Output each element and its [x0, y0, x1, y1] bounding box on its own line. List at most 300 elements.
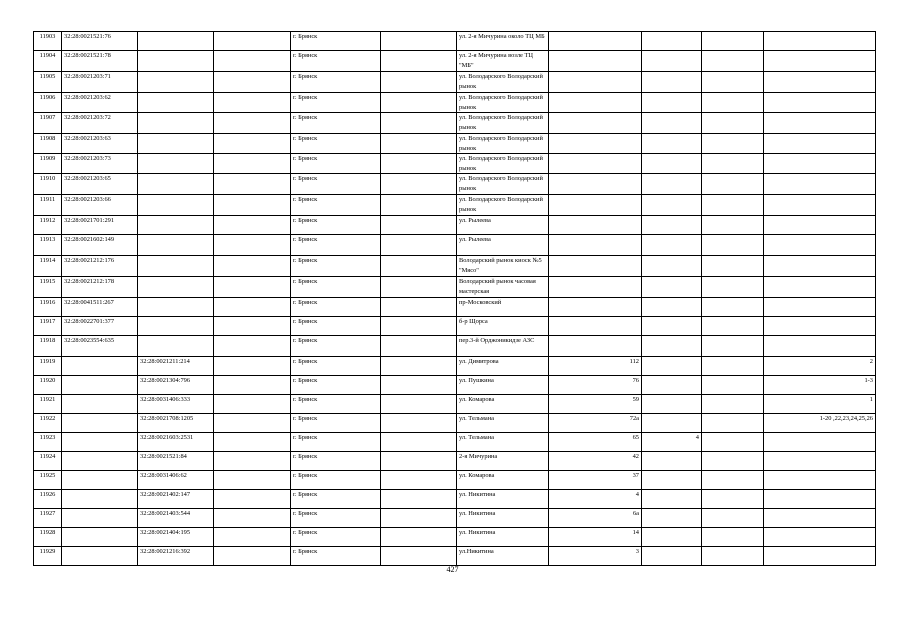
table-row	[34, 452, 876, 471]
cadastral-number-2-cell: 32:28:0021708:1205	[138, 414, 214, 433]
row-number-cell: 11923	[34, 433, 62, 452]
cadastral-number-cell: 32:28:0041511:267	[62, 298, 138, 317]
empty-cell	[702, 256, 764, 277]
table-row	[34, 471, 876, 490]
empty-cell	[702, 51, 764, 72]
cadastral-number-cell: 32:28:0022701:377	[62, 317, 138, 336]
cadastral-number-cell	[62, 433, 138, 452]
row-number-cell: 11908	[34, 134, 62, 154]
row-number-cell: 11920	[34, 376, 62, 395]
empty-cell	[702, 32, 764, 51]
empty-cell	[381, 471, 457, 490]
row-number-cell: 11929	[34, 547, 62, 566]
apartment-cell	[764, 72, 876, 93]
building-cell	[642, 235, 702, 256]
cadastral-number-cell: 32:28:0021203:62	[62, 93, 138, 113]
cadastral-number-cell	[62, 471, 138, 490]
cadastral-number-2-cell	[138, 51, 214, 72]
table-row	[34, 277, 876, 298]
apartment-cell	[764, 134, 876, 154]
cadastral-number-cell: 32:28:0021602:149	[62, 235, 138, 256]
empty-cell	[381, 72, 457, 93]
row-number-cell: 11927	[34, 509, 62, 528]
cadastral-number-2-cell	[138, 93, 214, 113]
apartment-cell	[764, 195, 876, 216]
table-row	[34, 509, 876, 528]
empty-cell	[214, 317, 291, 336]
address-cell: ул. Пушкина	[457, 376, 549, 395]
house-number-cell: 37	[549, 471, 642, 490]
address-cell: ул. Комарова	[457, 395, 549, 414]
cadastral-number-cell	[62, 547, 138, 566]
empty-cell	[381, 216, 457, 235]
building-cell	[642, 134, 702, 154]
empty-cell	[381, 336, 457, 357]
row-number-cell: 11912	[34, 216, 62, 235]
city-cell: г. Брянск	[291, 216, 381, 235]
cadastral-number-2-cell	[138, 134, 214, 154]
house-number-cell	[549, 93, 642, 113]
building-cell	[642, 414, 702, 433]
empty-cell	[702, 471, 764, 490]
city-cell: г. Брянск	[291, 547, 381, 566]
row-number-cell: 11903	[34, 32, 62, 51]
address-cell: ул. Володарского Володарский рынок	[457, 195, 549, 216]
house-number-cell	[549, 317, 642, 336]
address-cell: ул. Володарского Володарский рынок	[457, 154, 549, 174]
empty-cell	[214, 433, 291, 452]
city-cell: г. Брянск	[291, 298, 381, 317]
empty-cell	[214, 154, 291, 174]
empty-cell	[702, 336, 764, 357]
house-number-cell: 76	[549, 376, 642, 395]
empty-cell	[214, 528, 291, 547]
cadastral-number-2-cell	[138, 336, 214, 357]
address-cell: ул. Тельмана	[457, 414, 549, 433]
apartment-cell	[764, 547, 876, 566]
building-cell	[642, 72, 702, 93]
cadastral-number-2-cell: 32:28:0021216:392	[138, 547, 214, 566]
empty-cell	[702, 235, 764, 256]
building-cell	[642, 376, 702, 395]
empty-cell	[381, 235, 457, 256]
address-cell: 2-я Мичурина	[457, 452, 549, 471]
address-cell: ул. Володарского Володарский рынок	[457, 113, 549, 134]
row-number-cell: 11922	[34, 414, 62, 433]
empty-cell	[381, 298, 457, 317]
table-row	[34, 72, 876, 93]
row-number-cell: 11913	[34, 235, 62, 256]
house-number-cell: 59	[549, 395, 642, 414]
address-cell: ул. Никитина	[457, 509, 549, 528]
empty-cell	[214, 134, 291, 154]
apartment-cell	[764, 32, 876, 51]
apartment-cell	[764, 174, 876, 195]
city-cell: г. Брянск	[291, 528, 381, 547]
city-cell: г. Брянск	[291, 433, 381, 452]
empty-cell	[702, 93, 764, 113]
empty-cell	[214, 298, 291, 317]
cadastral-number-2-cell: 32:28:0021304:796	[138, 376, 214, 395]
empty-cell	[702, 195, 764, 216]
address-cell: ул. Володарского Володарский рынок	[457, 72, 549, 93]
city-cell: г. Брянск	[291, 72, 381, 93]
building-cell	[642, 93, 702, 113]
table-row	[34, 113, 876, 134]
empty-cell	[381, 433, 457, 452]
cadastral-number-2-cell	[138, 72, 214, 93]
cadastral-number-cell: 32:28:0021212:176	[62, 256, 138, 277]
building-cell	[642, 154, 702, 174]
house-number-cell	[549, 32, 642, 51]
house-number-cell	[549, 195, 642, 216]
cadastral-number-2-cell	[138, 298, 214, 317]
cadastral-number-cell: 32:28:0021212:178	[62, 277, 138, 298]
address-cell: ул. Комарова	[457, 471, 549, 490]
cadastral-number-cell: 32:28:0023554:635	[62, 336, 138, 357]
city-cell: г. Брянск	[291, 235, 381, 256]
apartment-cell	[764, 509, 876, 528]
row-number-cell: 11904	[34, 51, 62, 72]
row-number-cell: 11905	[34, 72, 62, 93]
empty-cell	[702, 357, 764, 376]
empty-cell	[381, 509, 457, 528]
registry-table	[33, 31, 876, 566]
row-number-cell: 11916	[34, 298, 62, 317]
apartment-cell	[764, 235, 876, 256]
empty-cell	[214, 174, 291, 195]
apartment-cell	[764, 433, 876, 452]
building-cell	[642, 490, 702, 509]
page-number: 427	[446, 565, 459, 574]
city-cell: г. Брянск	[291, 414, 381, 433]
building-cell	[642, 256, 702, 277]
empty-cell	[702, 490, 764, 509]
house-number-cell	[549, 336, 642, 357]
house-number-cell: 42	[549, 452, 642, 471]
empty-cell	[381, 174, 457, 195]
apartment-cell	[764, 216, 876, 235]
city-cell: г. Брянск	[291, 376, 381, 395]
empty-cell	[214, 414, 291, 433]
table-row	[34, 357, 876, 376]
empty-cell	[381, 395, 457, 414]
row-number-cell: 11910	[34, 174, 62, 195]
building-cell	[642, 216, 702, 235]
cadastral-number-2-cell	[138, 174, 214, 195]
empty-cell	[381, 256, 457, 277]
table-body	[34, 32, 876, 566]
apartment-cell: 2	[764, 357, 876, 376]
city-cell: г. Брянск	[291, 134, 381, 154]
empty-cell	[381, 195, 457, 216]
empty-cell	[381, 113, 457, 134]
address-cell: пр-Московский	[457, 298, 549, 317]
empty-cell	[702, 134, 764, 154]
table-row	[34, 256, 876, 277]
empty-cell	[381, 51, 457, 72]
building-cell	[642, 195, 702, 216]
cadastral-number-2-cell: 32:28:0021521:84	[138, 452, 214, 471]
cadastral-number-2-cell	[138, 317, 214, 336]
address-cell: ул. Никитина	[457, 490, 549, 509]
apartment-cell	[764, 154, 876, 174]
empty-cell	[214, 509, 291, 528]
house-number-cell	[549, 174, 642, 195]
table-row	[34, 376, 876, 395]
building-cell	[642, 298, 702, 317]
city-cell: г. Брянск	[291, 452, 381, 471]
empty-cell	[381, 376, 457, 395]
address-cell: ул. 2-я Мичурина около ТЦ МБ	[457, 32, 549, 51]
cadastral-number-cell	[62, 509, 138, 528]
address-cell: ул.Никитина	[457, 547, 549, 566]
empty-cell	[702, 376, 764, 395]
address-cell: ул. Рылеева	[457, 235, 549, 256]
cadastral-number-2-cell: 32:28:0021402:147	[138, 490, 214, 509]
row-number-cell: 11918	[34, 336, 62, 357]
row-number-cell: 11911	[34, 195, 62, 216]
row-number-cell: 11909	[34, 154, 62, 174]
address-cell: ул. Димитрова	[457, 357, 549, 376]
empty-cell	[214, 72, 291, 93]
empty-cell	[381, 317, 457, 336]
empty-cell	[702, 317, 764, 336]
empty-cell	[702, 395, 764, 414]
cadastral-number-cell	[62, 357, 138, 376]
empty-cell	[214, 93, 291, 113]
building-cell	[642, 547, 702, 566]
empty-cell	[381, 490, 457, 509]
house-number-cell	[549, 72, 642, 93]
table-row	[34, 93, 876, 113]
house-number-cell: 72а	[549, 414, 642, 433]
city-cell: г. Брянск	[291, 195, 381, 216]
house-number-cell	[549, 256, 642, 277]
city-cell: г. Брянск	[291, 113, 381, 134]
apartment-cell	[764, 528, 876, 547]
cadastral-number-cell: 32:28:0021203:71	[62, 72, 138, 93]
cadastral-number-cell: 32:28:0021203:66	[62, 195, 138, 216]
row-number-cell: 11914	[34, 256, 62, 277]
address-cell: пер.3-й Орджоникидзе АЗС	[457, 336, 549, 357]
empty-cell	[702, 154, 764, 174]
cadastral-number-2-cell	[138, 154, 214, 174]
house-number-cell	[549, 298, 642, 317]
empty-cell	[381, 134, 457, 154]
cadastral-number-cell: 32:28:0021521:78	[62, 51, 138, 72]
empty-cell	[214, 113, 291, 134]
address-cell: ул. 2-я Мичурина возле ТЦ "МБ"	[457, 51, 549, 72]
table-row	[34, 134, 876, 154]
table-row	[34, 216, 876, 235]
table-row	[34, 547, 876, 566]
apartment-cell	[764, 256, 876, 277]
city-cell: г. Брянск	[291, 93, 381, 113]
cadastral-number-2-cell	[138, 235, 214, 256]
house-number-cell	[549, 277, 642, 298]
city-cell: г. Брянск	[291, 490, 381, 509]
building-cell	[642, 32, 702, 51]
empty-cell	[214, 235, 291, 256]
house-number-cell: 14	[549, 528, 642, 547]
table-row	[34, 298, 876, 317]
empty-cell	[381, 32, 457, 51]
empty-cell	[214, 336, 291, 357]
table-row	[34, 317, 876, 336]
apartment-cell	[764, 298, 876, 317]
table-row	[34, 433, 876, 452]
address-cell: ул. Тельмана	[457, 433, 549, 452]
cadastral-number-2-cell	[138, 277, 214, 298]
cadastral-number-2-cell: 32:28:0031406:333	[138, 395, 214, 414]
table-row	[34, 336, 876, 357]
apartment-cell	[764, 113, 876, 134]
row-number-cell: 11907	[34, 113, 62, 134]
cadastral-number-cell: 32:28:0021701:291	[62, 216, 138, 235]
empty-cell	[702, 528, 764, 547]
empty-cell	[381, 547, 457, 566]
city-cell: г. Брянск	[291, 277, 381, 298]
house-number-cell	[549, 154, 642, 174]
city-cell: г. Брянск	[291, 357, 381, 376]
apartment-cell	[764, 336, 876, 357]
empty-cell	[381, 357, 457, 376]
empty-cell	[381, 414, 457, 433]
table-row	[34, 528, 876, 547]
table-row	[34, 235, 876, 256]
empty-cell	[214, 547, 291, 566]
building-cell	[642, 452, 702, 471]
empty-cell	[381, 277, 457, 298]
house-number-cell	[549, 51, 642, 72]
empty-cell	[702, 174, 764, 195]
apartment-cell: 1-20 ,22,23,24,25,26	[764, 414, 876, 433]
apartment-cell	[764, 277, 876, 298]
house-number-cell: 6а	[549, 509, 642, 528]
house-number-cell: 112	[549, 357, 642, 376]
cadastral-number-2-cell	[138, 32, 214, 51]
city-cell: г. Брянск	[291, 174, 381, 195]
house-number-cell	[549, 134, 642, 154]
empty-cell	[702, 216, 764, 235]
cadastral-number-2-cell	[138, 195, 214, 216]
cadastral-number-cell	[62, 452, 138, 471]
address-cell: б-р Щорса	[457, 317, 549, 336]
city-cell: г. Брянск	[291, 471, 381, 490]
building-cell	[642, 509, 702, 528]
cadastral-number-cell	[62, 376, 138, 395]
row-number-cell: 11919	[34, 357, 62, 376]
apartment-cell	[764, 317, 876, 336]
cadastral-number-cell: 32:28:0021203:63	[62, 134, 138, 154]
empty-cell	[702, 113, 764, 134]
cadastral-number-2-cell	[138, 216, 214, 235]
empty-cell	[381, 154, 457, 174]
address-cell: Володарский рынок часовая мастерская	[457, 277, 549, 298]
address-cell: ул. Володарского Володарский рынок	[457, 134, 549, 154]
apartment-cell: 1	[764, 395, 876, 414]
row-number-cell: 11924	[34, 452, 62, 471]
building-cell	[642, 357, 702, 376]
row-number-cell: 11926	[34, 490, 62, 509]
table-row	[34, 174, 876, 195]
table-row	[34, 51, 876, 72]
empty-cell	[381, 93, 457, 113]
building-cell	[642, 471, 702, 490]
house-number-cell	[549, 113, 642, 134]
row-number-cell: 11917	[34, 317, 62, 336]
address-cell: ул. Володарского Володарский рынок	[457, 174, 549, 195]
building-cell	[642, 317, 702, 336]
cadastral-number-cell: 32:28:0021203:72	[62, 113, 138, 134]
cadastral-number-cell	[62, 414, 138, 433]
house-number-cell	[549, 235, 642, 256]
cadastral-number-2-cell	[138, 113, 214, 134]
empty-cell	[214, 471, 291, 490]
cadastral-number-2-cell	[138, 256, 214, 277]
apartment-cell	[764, 452, 876, 471]
table-row	[34, 154, 876, 174]
empty-cell	[702, 433, 764, 452]
building-cell	[642, 113, 702, 134]
cadastral-number-cell	[62, 395, 138, 414]
city-cell: г. Брянск	[291, 32, 381, 51]
city-cell: г. Брянск	[291, 154, 381, 174]
apartment-cell: 1-3	[764, 376, 876, 395]
cadastral-number-cell	[62, 490, 138, 509]
apartment-cell	[764, 51, 876, 72]
empty-cell	[214, 376, 291, 395]
empty-cell	[702, 414, 764, 433]
empty-cell	[214, 357, 291, 376]
empty-cell	[702, 509, 764, 528]
table-row	[34, 195, 876, 216]
city-cell: г. Брянск	[291, 317, 381, 336]
empty-cell	[214, 32, 291, 51]
empty-cell	[702, 547, 764, 566]
empty-cell	[214, 256, 291, 277]
empty-cell	[214, 490, 291, 509]
building-cell	[642, 51, 702, 72]
city-cell: г. Брянск	[291, 336, 381, 357]
house-number-cell: 4	[549, 490, 642, 509]
apartment-cell	[764, 471, 876, 490]
empty-cell	[214, 277, 291, 298]
row-number-cell: 11915	[34, 277, 62, 298]
house-number-cell: 65	[549, 433, 642, 452]
table-row	[34, 32, 876, 51]
row-number-cell: 11921	[34, 395, 62, 414]
house-number-cell: 3	[549, 547, 642, 566]
empty-cell	[214, 51, 291, 72]
cadastral-number-2-cell: 32:28:0031406:62	[138, 471, 214, 490]
city-cell: г. Брянск	[291, 395, 381, 414]
city-cell: г. Брянск	[291, 509, 381, 528]
address-cell: ул. Рылеева	[457, 216, 549, 235]
building-cell: 4	[642, 433, 702, 452]
address-cell: ул. Никитина	[457, 528, 549, 547]
row-number-cell: 11906	[34, 93, 62, 113]
row-number-cell: 11925	[34, 471, 62, 490]
address-cell: ул. Володарского Володарский рынок	[457, 93, 549, 113]
building-cell	[642, 277, 702, 298]
cadastral-number-cell	[62, 528, 138, 547]
cadastral-number-2-cell: 32:28:0021603:2531	[138, 433, 214, 452]
apartment-cell	[764, 490, 876, 509]
table-row	[34, 395, 876, 414]
empty-cell	[214, 452, 291, 471]
